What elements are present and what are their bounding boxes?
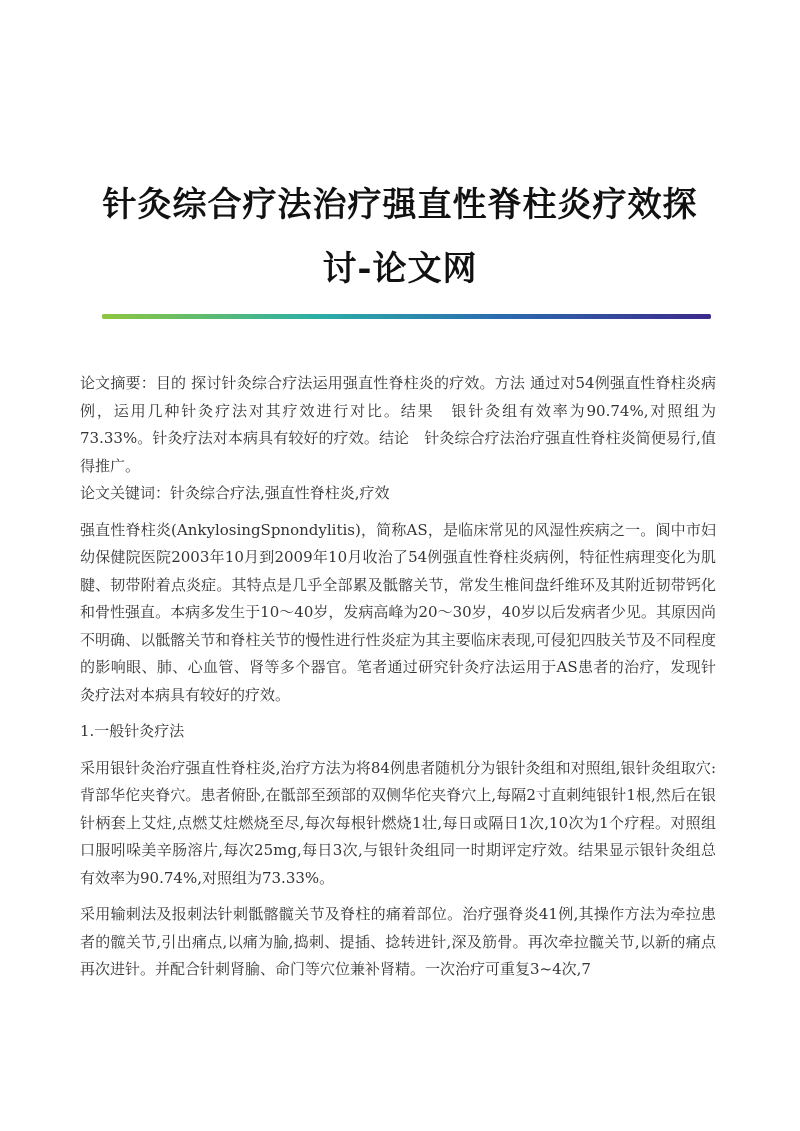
article-body (80, 370, 716, 984)
title-divider (102, 314, 711, 319)
keywords-paragraph: 论文关键词：针灸综合疗法,强直性脊柱炎,疗效 (80, 484, 390, 502)
abstract-paragraph: 论文摘要：目的 探讨针灸综合疗法运用强直性脊柱炎的疗效。方法 通过对54例强直性脊柱炎病例，运用几种针灸疗法对其疗效进行对比。结果 银针灸组有效率为90.74%,对照组为73.33%。针灸疗法对本病具有较好的疗效。结论 针灸综合疗法治疗强直性脊柱炎简便易行,值得推广。 (80, 374, 716, 475)
section-heading: 1.一般针灸疗法 (80, 722, 185, 740)
section-paragraph-2: 采用输刺法及报刺法针刺骶髂髋关节及脊柱的痛着部位。治疗强脊炎41例,其操作方法为牵拉患者的髋关节,引出痛点,以痛为腧,捣刺、提插、捻转进针,深及筋骨。再次牵拉髋关节,以新的痛点再次进针。并配合针刺肾腧、命门等穴位兼补肾精。一次治疗可重复3~4次,7 (80, 905, 716, 978)
document-title: 针灸综合疗法治疗强直性脊柱炎疗效探讨-论文网 (102, 184, 698, 289)
section-paragraph-1: 采用银针灸治疗强直性脊柱炎,治疗方法为将84例患者随机分为银针灸组和对照组,银针灸组取穴:背部华佗夹脊穴。患者俯卧,在骶部至颈部的双侧华佗夹脊穴上,每隔2寸直刺纯银针1根,然后在银针柄套上艾炷,点燃艾炷燃烧至尽,每次每根针燃烧1壮,每日或隔日1次,10次为1个疗程。对照组口服吲哚美辛肠溶片,每次25mg,每日3次,与银针灸组同一时期评定疗效。结果显示银针灸组总有效率为90.74%,对照组为73.33%。 (80, 758, 716, 887)
intro-paragraph: 强直性脊柱炎(AnkylosingSpnondylitis)，简称AS，是临床常见的风湿性疾病之一。阆中市妇幼保健院医院2003年10月到2009年10月收治了54例强直性脊柱炎病例，特征性病理变化为肌腱、韧带附着点炎症。其特点是几乎全部累及骶髂关节，常发生椎间盘纤维环及其附近韧带钙化和骨性强直。本病多发生于10～40岁，发病高峰为20～30岁，40岁以后发病者少见。其原因尚不明确、以骶髂关节和脊柱关节的慢性进行性炎症为其主要临床表现,可侵犯四肢关节及不同程度的影响眼、肺、心血管、肾等多个器官。笔者通过研究针灸疗法运用于AS患者的治疗，发现针灸疗法对本病具有较好的疗效。 (80, 520, 716, 704)
